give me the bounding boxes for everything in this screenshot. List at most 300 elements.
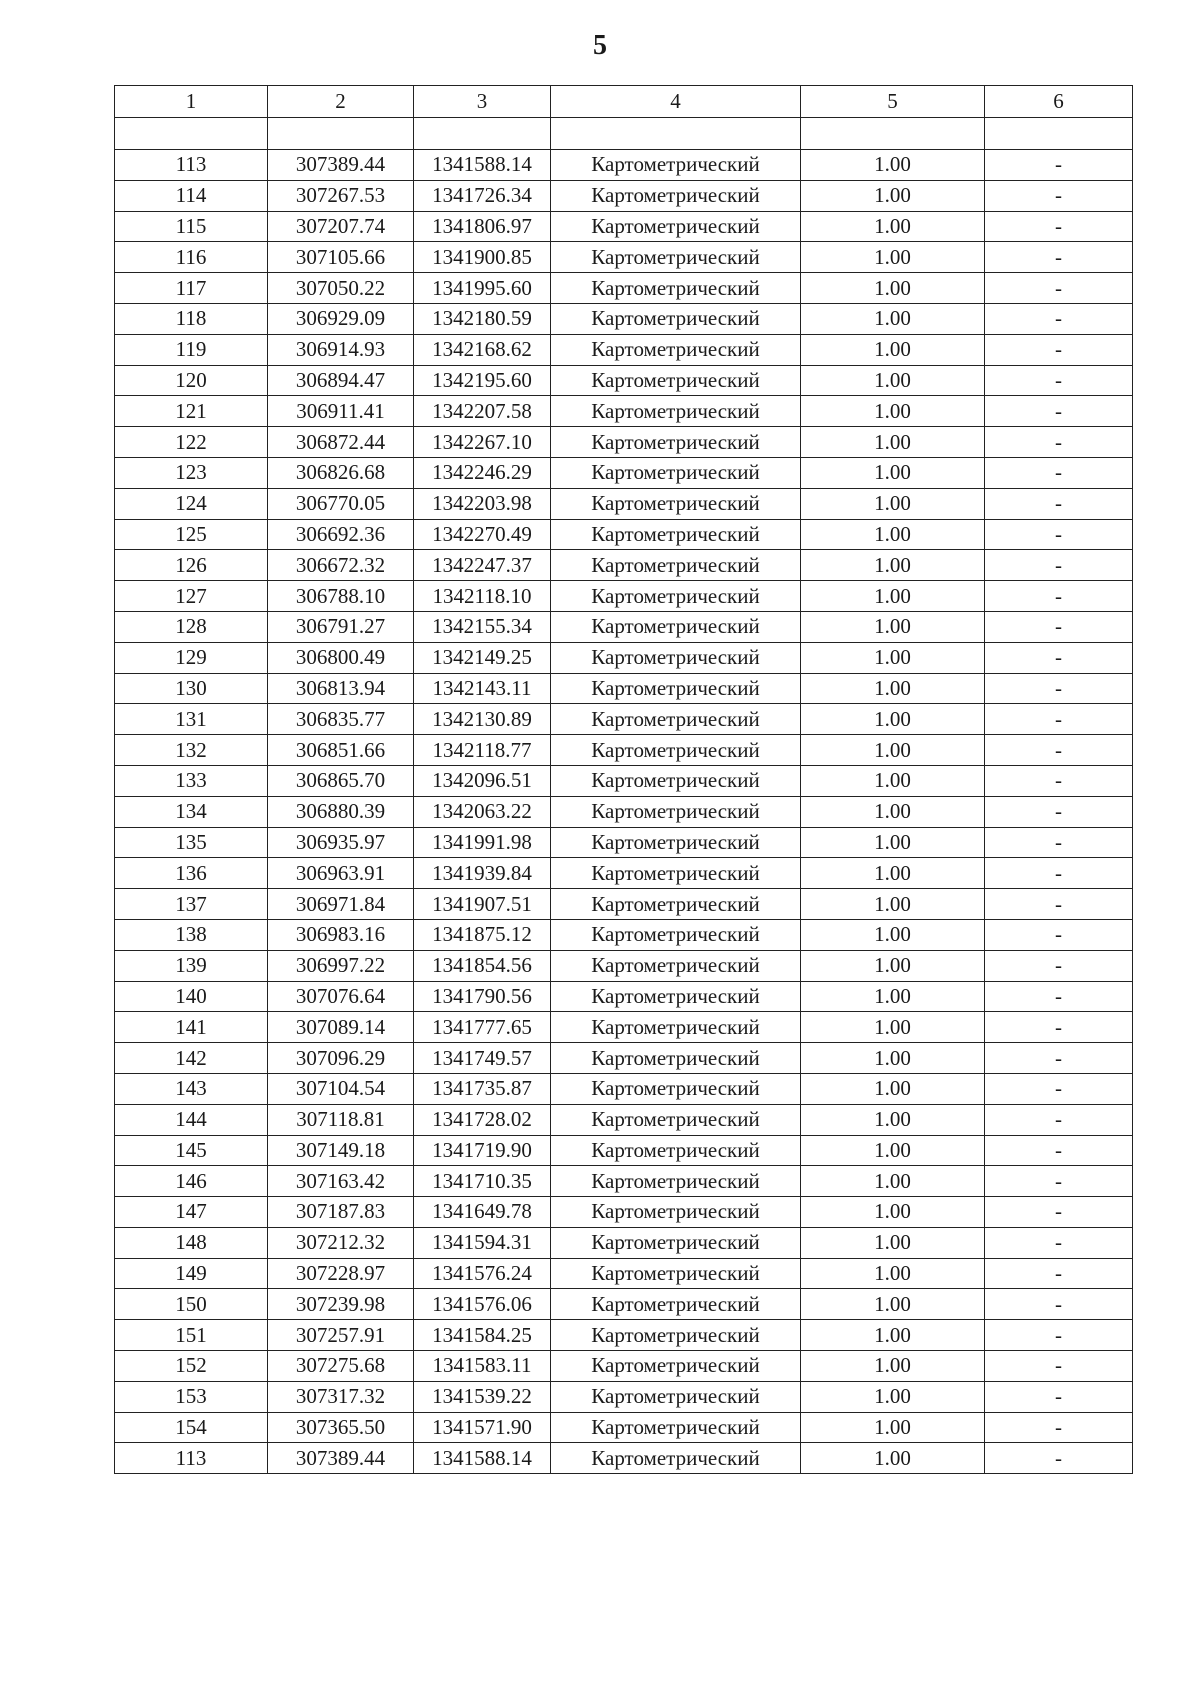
x-coordinate-cell: 307050.22 [268, 273, 414, 304]
header-cell-col-2: 2 [268, 86, 414, 118]
blank-row [115, 118, 1133, 150]
accuracy-cell: 1.00 [801, 704, 985, 735]
x-coordinate-cell: 307275.68 [268, 1351, 414, 1382]
table-row [115, 303, 1133, 334]
method-cell: Картометрический [551, 273, 801, 304]
table-header [115, 86, 1133, 118]
method-cell: Картометрический [551, 1258, 801, 1289]
table-row [115, 735, 1133, 766]
accuracy-cell: 1.00 [801, 242, 985, 273]
table-row [115, 1351, 1133, 1382]
coordinates-table [114, 85, 1133, 1474]
x-coordinate-cell: 307257.91 [268, 1320, 414, 1351]
method-cell: Картометрический [551, 981, 801, 1012]
blank-cell [414, 118, 551, 150]
blank-cell [268, 118, 414, 150]
y-coordinate-cell: 1341719.90 [414, 1135, 551, 1166]
table-row [115, 611, 1133, 642]
x-coordinate-cell: 307096.29 [268, 1043, 414, 1074]
y-coordinate-cell: 1342203.98 [414, 488, 551, 519]
note-cell: - [985, 488, 1133, 519]
method-cell: Картометрический [551, 1043, 801, 1074]
method-cell: Картометрический [551, 1227, 801, 1258]
method-cell: Картометрический [551, 211, 801, 242]
y-coordinate-cell: 1341728.02 [414, 1104, 551, 1135]
table-row [115, 1412, 1133, 1443]
accuracy-cell: 1.00 [801, 550, 985, 581]
x-coordinate-cell: 306851.66 [268, 735, 414, 766]
point-number-cell: 119 [115, 334, 268, 365]
y-coordinate-cell: 1341790.56 [414, 981, 551, 1012]
table-row [115, 242, 1133, 273]
note-cell: - [985, 581, 1133, 612]
accuracy-cell: 1.00 [801, 1258, 985, 1289]
method-cell: Картометрический [551, 396, 801, 427]
note-cell: - [985, 242, 1133, 273]
x-coordinate-cell: 306800.49 [268, 642, 414, 673]
method-cell: Картометрический [551, 1320, 801, 1351]
note-cell: - [985, 1012, 1133, 1043]
point-number-cell: 137 [115, 889, 268, 920]
x-coordinate-cell: 306997.22 [268, 950, 414, 981]
method-cell: Картометрический [551, 427, 801, 458]
note-cell: - [985, 735, 1133, 766]
y-coordinate-cell: 1341854.56 [414, 950, 551, 981]
blank-cell [985, 118, 1133, 150]
y-coordinate-cell: 1341995.60 [414, 273, 551, 304]
point-number-cell: 149 [115, 1258, 268, 1289]
method-cell: Картометрический [551, 457, 801, 488]
accuracy-cell: 1.00 [801, 1289, 985, 1320]
note-cell: - [985, 150, 1133, 181]
table-row [115, 519, 1133, 550]
accuracy-cell: 1.00 [801, 919, 985, 950]
accuracy-cell: 1.00 [801, 950, 985, 981]
method-cell: Картометрический [551, 1012, 801, 1043]
page-number: 5 [593, 30, 607, 61]
point-number-cell: 130 [115, 673, 268, 704]
method-cell: Картометрический [551, 827, 801, 858]
note-cell: - [985, 1412, 1133, 1443]
note-cell: - [985, 1351, 1133, 1382]
point-number-cell: 143 [115, 1073, 268, 1104]
method-cell: Картометрический [551, 673, 801, 704]
note-cell: - [985, 827, 1133, 858]
accuracy-cell: 1.00 [801, 427, 985, 458]
point-number-cell: 148 [115, 1227, 268, 1258]
y-coordinate-cell: 1342180.59 [414, 303, 551, 334]
point-number-cell: 121 [115, 396, 268, 427]
point-number-cell: 147 [115, 1197, 268, 1228]
table-row [115, 1227, 1133, 1258]
method-cell: Картометрический [551, 889, 801, 920]
point-number-cell: 123 [115, 457, 268, 488]
x-coordinate-cell: 307076.64 [268, 981, 414, 1012]
point-number-cell: 122 [115, 427, 268, 458]
y-coordinate-cell: 1342195.60 [414, 365, 551, 396]
header-cell-col-1: 1 [115, 86, 268, 118]
y-coordinate-cell: 1342130.89 [414, 704, 551, 735]
accuracy-cell: 1.00 [801, 1104, 985, 1135]
x-coordinate-cell: 306971.84 [268, 889, 414, 920]
method-cell: Картометрический [551, 488, 801, 519]
y-coordinate-cell: 1341584.25 [414, 1320, 551, 1351]
accuracy-cell: 1.00 [801, 488, 985, 519]
blank-cell [115, 118, 268, 150]
point-number-cell: 144 [115, 1104, 268, 1135]
coordinates-table-wrapper [114, 85, 1133, 1474]
accuracy-cell: 1.00 [801, 303, 985, 334]
header-cell-col-3: 3 [414, 86, 551, 118]
method-cell: Картометрический [551, 704, 801, 735]
y-coordinate-cell: 1342247.37 [414, 550, 551, 581]
table-row [115, 150, 1133, 181]
accuracy-cell: 1.00 [801, 334, 985, 365]
note-cell: - [985, 211, 1133, 242]
note-cell: - [985, 1320, 1133, 1351]
method-cell: Картометрический [551, 1443, 801, 1474]
note-cell: - [985, 180, 1133, 211]
note-cell: - [985, 365, 1133, 396]
y-coordinate-cell: 1341583.11 [414, 1351, 551, 1382]
accuracy-cell: 1.00 [801, 457, 985, 488]
accuracy-cell: 1.00 [801, 827, 985, 858]
method-cell: Картометрический [551, 150, 801, 181]
point-number-cell: 127 [115, 581, 268, 612]
accuracy-cell: 1.00 [801, 396, 985, 427]
accuracy-cell: 1.00 [801, 981, 985, 1012]
note-cell: - [985, 889, 1133, 920]
x-coordinate-cell: 306963.91 [268, 858, 414, 889]
table-row [115, 796, 1133, 827]
x-coordinate-cell: 307389.44 [268, 150, 414, 181]
accuracy-cell: 1.00 [801, 796, 985, 827]
x-coordinate-cell: 306672.32 [268, 550, 414, 581]
table-row [115, 334, 1133, 365]
y-coordinate-cell: 1342246.29 [414, 457, 551, 488]
y-coordinate-cell: 1341735.87 [414, 1073, 551, 1104]
accuracy-cell: 1.00 [801, 211, 985, 242]
accuracy-cell: 1.00 [801, 365, 985, 396]
note-cell: - [985, 334, 1133, 365]
table-row [115, 365, 1133, 396]
note-cell: - [985, 1043, 1133, 1074]
y-coordinate-cell: 1341875.12 [414, 919, 551, 950]
note-cell: - [985, 1197, 1133, 1228]
accuracy-cell: 1.00 [801, 180, 985, 211]
y-coordinate-cell: 1341539.22 [414, 1381, 551, 1412]
point-number-cell: 132 [115, 735, 268, 766]
blank-cell [551, 118, 801, 150]
note-cell: - [985, 1166, 1133, 1197]
x-coordinate-cell: 306880.39 [268, 796, 414, 827]
table-row [115, 919, 1133, 950]
table-row [115, 427, 1133, 458]
table-row [115, 211, 1133, 242]
x-coordinate-cell: 307239.98 [268, 1289, 414, 1320]
accuracy-cell: 1.00 [801, 581, 985, 612]
table-row [115, 581, 1133, 612]
accuracy-cell: 1.00 [801, 1227, 985, 1258]
accuracy-cell: 1.00 [801, 1412, 985, 1443]
method-cell: Картометрический [551, 1351, 801, 1382]
method-cell: Картометрический [551, 303, 801, 334]
note-cell: - [985, 1381, 1133, 1412]
point-number-cell: 150 [115, 1289, 268, 1320]
table-row [115, 396, 1133, 427]
note-cell: - [985, 1135, 1133, 1166]
table-row [115, 642, 1133, 673]
method-cell: Картометрический [551, 950, 801, 981]
point-number-cell: 153 [115, 1381, 268, 1412]
method-cell: Картометрический [551, 1412, 801, 1443]
table-row [115, 488, 1133, 519]
method-cell: Картометрический [551, 735, 801, 766]
point-number-cell: 136 [115, 858, 268, 889]
point-number-cell: 141 [115, 1012, 268, 1043]
x-coordinate-cell: 306911.41 [268, 396, 414, 427]
x-coordinate-cell: 306983.16 [268, 919, 414, 950]
note-cell: - [985, 796, 1133, 827]
header-cell-col-4: 4 [551, 86, 801, 118]
point-number-cell: 129 [115, 642, 268, 673]
table-row [115, 981, 1133, 1012]
method-cell: Картометрический [551, 1289, 801, 1320]
y-coordinate-cell: 1341939.84 [414, 858, 551, 889]
point-number-cell: 117 [115, 273, 268, 304]
note-cell: - [985, 396, 1133, 427]
method-cell: Картометрический [551, 765, 801, 796]
method-cell: Картометрический [551, 919, 801, 950]
note-cell: - [985, 704, 1133, 735]
table-row [115, 457, 1133, 488]
note-cell: - [985, 427, 1133, 458]
y-coordinate-cell: 1341649.78 [414, 1197, 551, 1228]
method-cell: Картометрический [551, 1166, 801, 1197]
method-cell: Картометрический [551, 858, 801, 889]
x-coordinate-cell: 307267.53 [268, 180, 414, 211]
y-coordinate-cell: 1342118.10 [414, 581, 551, 612]
accuracy-cell: 1.00 [801, 611, 985, 642]
table-row [115, 1320, 1133, 1351]
method-cell: Картометрический [551, 611, 801, 642]
y-coordinate-cell: 1341777.65 [414, 1012, 551, 1043]
header-cell-col-6: 6 [985, 86, 1133, 118]
table-body [115, 118, 1133, 1474]
note-cell: - [985, 1227, 1133, 1258]
accuracy-cell: 1.00 [801, 765, 985, 796]
y-coordinate-cell: 1342267.10 [414, 427, 551, 458]
note-cell: - [985, 1443, 1133, 1474]
header-cell-col-5: 5 [801, 86, 985, 118]
table-row [115, 1443, 1133, 1474]
accuracy-cell: 1.00 [801, 735, 985, 766]
x-coordinate-cell: 306894.47 [268, 365, 414, 396]
table-row [115, 858, 1133, 889]
note-cell: - [985, 457, 1133, 488]
note-cell: - [985, 1104, 1133, 1135]
x-coordinate-cell: 306914.93 [268, 334, 414, 365]
x-coordinate-cell: 306929.09 [268, 303, 414, 334]
y-coordinate-cell: 1341900.85 [414, 242, 551, 273]
table-row [115, 889, 1133, 920]
point-number-cell: 128 [115, 611, 268, 642]
method-cell: Картометрический [551, 550, 801, 581]
accuracy-cell: 1.00 [801, 642, 985, 673]
y-coordinate-cell: 1341710.35 [414, 1166, 551, 1197]
y-coordinate-cell: 1341594.31 [414, 1227, 551, 1258]
point-number-cell: 126 [115, 550, 268, 581]
method-cell: Картометрический [551, 519, 801, 550]
point-number-cell: 138 [115, 919, 268, 950]
accuracy-cell: 1.00 [801, 1135, 985, 1166]
x-coordinate-cell: 306791.27 [268, 611, 414, 642]
note-cell: - [985, 303, 1133, 334]
point-number-cell: 142 [115, 1043, 268, 1074]
method-cell: Картометрический [551, 1197, 801, 1228]
x-coordinate-cell: 306788.10 [268, 581, 414, 612]
point-number-cell: 131 [115, 704, 268, 735]
y-coordinate-cell: 1342155.34 [414, 611, 551, 642]
accuracy-cell: 1.00 [801, 519, 985, 550]
table-row [115, 950, 1133, 981]
note-cell: - [985, 1289, 1133, 1320]
point-number-cell: 125 [115, 519, 268, 550]
x-coordinate-cell: 307089.14 [268, 1012, 414, 1043]
y-coordinate-cell: 1342207.58 [414, 396, 551, 427]
note-cell: - [985, 858, 1133, 889]
table-row [115, 1135, 1133, 1166]
note-cell: - [985, 981, 1133, 1012]
x-coordinate-cell: 306835.77 [268, 704, 414, 735]
table-row [115, 1197, 1133, 1228]
accuracy-cell: 1.00 [801, 1043, 985, 1074]
x-coordinate-cell: 307149.18 [268, 1135, 414, 1166]
y-coordinate-cell: 1341571.90 [414, 1412, 551, 1443]
accuracy-cell: 1.00 [801, 673, 985, 704]
x-coordinate-cell: 306872.44 [268, 427, 414, 458]
point-number-cell: 133 [115, 765, 268, 796]
table-row [115, 1258, 1133, 1289]
point-number-cell: 113 [115, 1443, 268, 1474]
blank-cell [801, 118, 985, 150]
x-coordinate-cell: 307118.81 [268, 1104, 414, 1135]
table-row [115, 1012, 1133, 1043]
header-row [115, 86, 1133, 118]
x-coordinate-cell: 306692.36 [268, 519, 414, 550]
x-coordinate-cell: 307212.32 [268, 1227, 414, 1258]
method-cell: Картометрический [551, 242, 801, 273]
table-row [115, 1104, 1133, 1135]
y-coordinate-cell: 1341907.51 [414, 889, 551, 920]
x-coordinate-cell: 307104.54 [268, 1073, 414, 1104]
point-number-cell: 140 [115, 981, 268, 1012]
note-cell: - [985, 1258, 1133, 1289]
point-number-cell: 152 [115, 1351, 268, 1382]
note-cell: - [985, 1073, 1133, 1104]
note-cell: - [985, 519, 1133, 550]
point-number-cell: 135 [115, 827, 268, 858]
point-number-cell: 134 [115, 796, 268, 827]
point-number-cell: 146 [115, 1166, 268, 1197]
x-coordinate-cell: 306770.05 [268, 488, 414, 519]
y-coordinate-cell: 1342149.25 [414, 642, 551, 673]
table-row [115, 550, 1133, 581]
accuracy-cell: 1.00 [801, 150, 985, 181]
x-coordinate-cell: 307228.97 [268, 1258, 414, 1289]
point-number-cell: 120 [115, 365, 268, 396]
point-number-cell: 145 [115, 1135, 268, 1166]
accuracy-cell: 1.00 [801, 889, 985, 920]
method-cell: Картометрический [551, 796, 801, 827]
note-cell: - [985, 642, 1133, 673]
y-coordinate-cell: 1341991.98 [414, 827, 551, 858]
note-cell: - [985, 273, 1133, 304]
accuracy-cell: 1.00 [801, 1381, 985, 1412]
y-coordinate-cell: 1341576.06 [414, 1289, 551, 1320]
method-cell: Картометрический [551, 581, 801, 612]
y-coordinate-cell: 1341806.97 [414, 211, 551, 242]
y-coordinate-cell: 1342096.51 [414, 765, 551, 796]
accuracy-cell: 1.00 [801, 1073, 985, 1104]
y-coordinate-cell: 1341588.14 [414, 1443, 551, 1474]
method-cell: Картометрический [551, 1381, 801, 1412]
point-number-cell: 114 [115, 180, 268, 211]
method-cell: Картометрический [551, 1135, 801, 1166]
note-cell: - [985, 550, 1133, 581]
accuracy-cell: 1.00 [801, 858, 985, 889]
accuracy-cell: 1.00 [801, 1351, 985, 1382]
y-coordinate-cell: 1342168.62 [414, 334, 551, 365]
note-cell: - [985, 673, 1133, 704]
x-coordinate-cell: 307207.74 [268, 211, 414, 242]
y-coordinate-cell: 1342143.11 [414, 673, 551, 704]
x-coordinate-cell: 307389.44 [268, 1443, 414, 1474]
y-coordinate-cell: 1342270.49 [414, 519, 551, 550]
accuracy-cell: 1.00 [801, 273, 985, 304]
method-cell: Картометрический [551, 334, 801, 365]
table-row [115, 1381, 1133, 1412]
x-coordinate-cell: 307317.32 [268, 1381, 414, 1412]
y-coordinate-cell: 1342118.77 [414, 735, 551, 766]
table-row [115, 1166, 1133, 1197]
table-row [115, 765, 1133, 796]
table-row [115, 704, 1133, 735]
note-cell: - [985, 950, 1133, 981]
x-coordinate-cell: 306865.70 [268, 765, 414, 796]
accuracy-cell: 1.00 [801, 1320, 985, 1351]
x-coordinate-cell: 307163.42 [268, 1166, 414, 1197]
table-row [115, 1043, 1133, 1074]
accuracy-cell: 1.00 [801, 1166, 985, 1197]
note-cell: - [985, 611, 1133, 642]
point-number-cell: 139 [115, 950, 268, 981]
table-row [115, 1073, 1133, 1104]
table-row [115, 180, 1133, 211]
method-cell: Картометрический [551, 365, 801, 396]
x-coordinate-cell: 306935.97 [268, 827, 414, 858]
x-coordinate-cell: 307365.50 [268, 1412, 414, 1443]
x-coordinate-cell: 306826.68 [268, 457, 414, 488]
method-cell: Картометрический [551, 642, 801, 673]
point-number-cell: 154 [115, 1412, 268, 1443]
y-coordinate-cell: 1341588.14 [414, 150, 551, 181]
accuracy-cell: 1.00 [801, 1012, 985, 1043]
y-coordinate-cell: 1341749.57 [414, 1043, 551, 1074]
method-cell: Картометрический [551, 180, 801, 211]
x-coordinate-cell: 307105.66 [268, 242, 414, 273]
x-coordinate-cell: 307187.83 [268, 1197, 414, 1228]
